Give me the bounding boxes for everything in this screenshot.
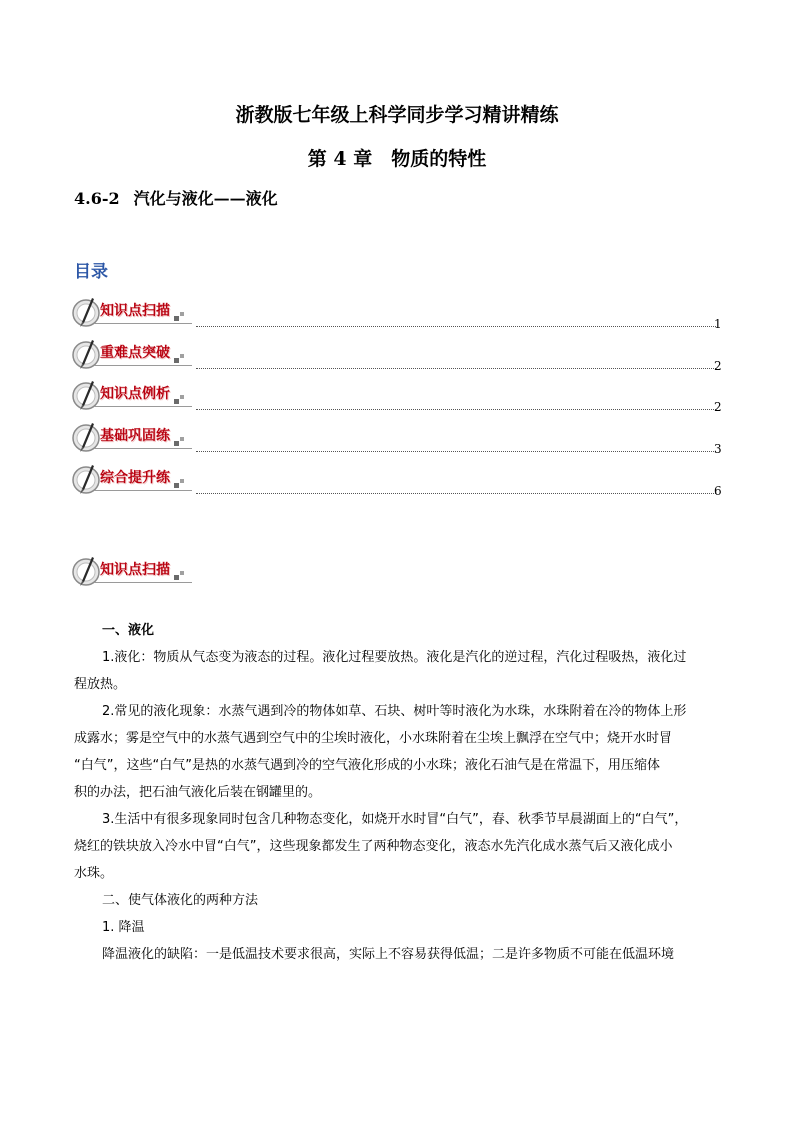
- toc-item[interactable]: [70, 338, 730, 378]
- toc-item-page: 6: [714, 484, 722, 498]
- toc-badge: [70, 421, 198, 455]
- brush-circle-icon: [70, 421, 104, 455]
- section-heading: 二、使气体液化的两种方法: [102, 893, 259, 908]
- brush-circle-icon: [70, 555, 104, 589]
- toc-leader-dots: [196, 368, 716, 369]
- badge-underline: [94, 582, 192, 583]
- toc-leader-dots: [196, 451, 716, 452]
- toc-heading: 目录: [74, 262, 108, 282]
- badge-square: [180, 479, 184, 483]
- paragraph-line: 1.液化：物质从气态变为液态的过程。液化过程要放热。液化是汽化的逆过程，汽化过程吸热，液化过: [102, 650, 687, 665]
- paragraph-line: 2.常见的液化现象：水蒸气遇到冷的物体如草、石块、树叶等时液化为水珠，水珠附着在冷的物体上形: [102, 704, 687, 719]
- toc-item[interactable]: [70, 421, 730, 461]
- paragraph-line: 3.生活中有很多现象同时包含几种物态变化，如烧开水时冒“白气”，春、秋季节早晨湖面上的“白气”，: [102, 812, 688, 827]
- toc-item-page: 2: [714, 359, 722, 373]
- badge-square: [180, 354, 184, 358]
- toc-badge: [70, 338, 198, 372]
- badge-square: [174, 575, 179, 580]
- chapter-title: 第 4 章 物质的特性: [307, 148, 487, 170]
- toc-item-label: 重难点突破: [100, 345, 170, 361]
- badge-square: [174, 399, 179, 404]
- brush-circle-icon: [70, 463, 104, 497]
- toc-item[interactable]: [70, 463, 730, 503]
- toc-badge: [70, 296, 198, 330]
- badge-square: [174, 483, 179, 488]
- toc-item[interactable]: [70, 296, 730, 336]
- badge-square: [174, 316, 179, 321]
- toc-item-label: 基础巩固练: [100, 428, 170, 444]
- toc-leader-dots: [196, 493, 716, 494]
- toc-item-label: 知识点例析: [100, 386, 170, 402]
- badge-square: [180, 571, 184, 575]
- lesson-heading: [74, 186, 278, 212]
- method-heading: 1. 降温: [102, 920, 145, 935]
- toc-item-label: 综合提升练: [100, 470, 170, 486]
- brush-circle-icon: [70, 379, 104, 413]
- badge-underline: [94, 365, 192, 366]
- badge-square: [180, 437, 184, 441]
- badge-underline: [94, 490, 192, 491]
- badge-square: [180, 395, 184, 399]
- toc-item-label: 知识点扫描: [100, 303, 170, 319]
- toc-item[interactable]: [70, 379, 730, 419]
- document-title: 浙教版七年级上科学同步学习精讲精练: [235, 104, 559, 126]
- lesson-number: 4.6-2: [74, 189, 120, 208]
- brush-circle-icon: [70, 296, 104, 330]
- toc-item-page: 3: [714, 442, 722, 456]
- toc-badge: [70, 379, 198, 413]
- section-badge: [70, 555, 198, 589]
- lesson-title: 汽化与液化——液化: [133, 189, 278, 208]
- toc-badge: [70, 463, 198, 497]
- paragraph-line: 程放热。: [74, 677, 127, 692]
- paragraph-line: “白气”，这些“白气”是热的水蒸气遇到冷的空气液化形成的小水珠；液化石油气是在常温下，用压缩体: [74, 758, 660, 773]
- section-badge-label: 知识点扫描: [100, 562, 170, 578]
- brush-circle-icon: [70, 338, 104, 372]
- badge-square: [174, 358, 179, 363]
- toc-leader-dots: [196, 326, 716, 327]
- toc-item-page: 2: [714, 400, 722, 414]
- toc-item-page: 1: [714, 317, 722, 331]
- paragraph-line: 水珠。: [74, 866, 114, 881]
- badge-underline: [94, 448, 192, 449]
- badge-underline: [94, 406, 192, 407]
- paragraph-line: 成露水；雾是空气中的水蒸气遇到空气中的尘埃时液化，小水珠附着在尘埃上飘浮在空气中；烧开水时冒: [74, 731, 673, 746]
- paragraph-line: 积的办法，把石油气液化后装在钢罐里的。: [74, 785, 322, 800]
- toc-leader-dots: [196, 409, 716, 410]
- section-header: [70, 555, 730, 595]
- badge-underline: [94, 323, 192, 324]
- badge-square: [180, 312, 184, 316]
- section-heading: 一、液化: [102, 623, 155, 638]
- badge-square: [174, 441, 179, 446]
- body-content: [74, 617, 742, 968]
- paragraph-line: 烧红的铁块放入冷水中冒“白气”，这些现象都发生了两种物态变化，液态水先汽化成水蒸气后又液化成小: [74, 839, 673, 854]
- paragraph-line: 降温液化的缺陷：一是低温技术要求很高，实际上不容易获得低温；二是许多物质不可能在低温环境: [102, 947, 675, 962]
